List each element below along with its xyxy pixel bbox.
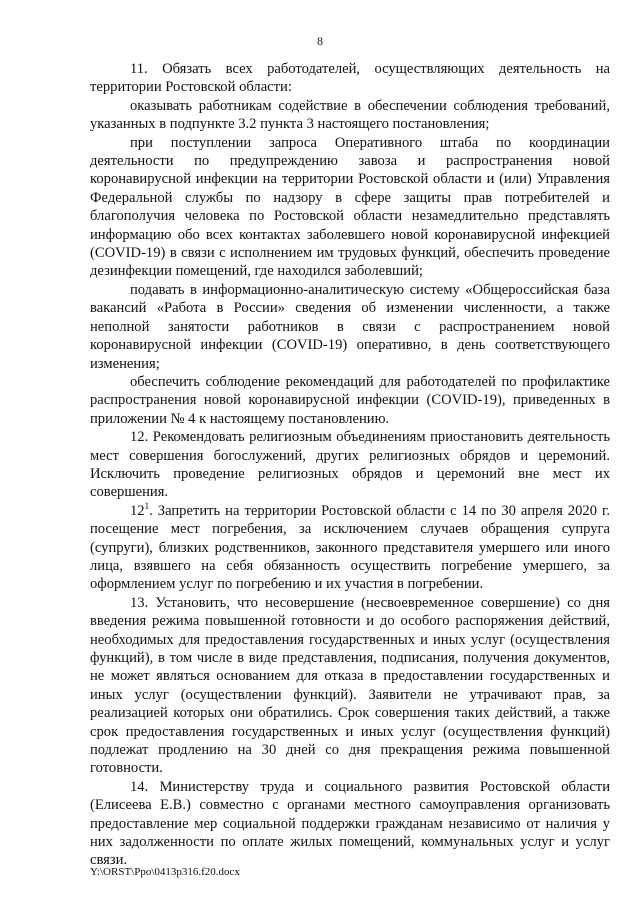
- paragraph-11-item-1: оказывать работникам содействие в обеспечении соблюдения требований, указанных в подпункте 3.2 пункта 3 настоящего постановления;: [90, 97, 610, 133]
- paragraph-11-item-2: при поступлении запроса Оперативного штаба по координации деятельности по предупреждению завоза и распространения новой коронавирусной инфекции на территории Ростовской области и (или) Управления Федеральной службы по надзору в сфере защиты прав потребителей и благополучия человека по Ростовской области незамедлительно представлять информацию обо всех контактах заболевшего новой коронавирусной инфекцией (COVID-19) в связи с исполнением им трудовых функций, обеспечить проведение дезинфекции помещений, где находился заболевший;: [90, 134, 610, 280]
- paragraph-number: 12: [130, 502, 145, 519]
- paragraph-11-item-3: подавать в информационно-аналитическую систему «Общероссийская база вакансий «Работа в России» сведения об изменении численности, а также неполной занятости работников в связи с распространением новой коронавирусной инфекции (COVID-19) оперативно, в день соответствующего изменения;: [90, 281, 610, 372]
- paragraph-11-item-4: обеспечить соблюдение рекомендаций для работодателей по профилактике распространения новой коронавирусной инфекции (COVID-19), приведенных в приложении № 4 к настоящему постановлению.: [90, 373, 610, 427]
- paragraph-13: 13. Установить, что несовершение (несвоевременное совершение) со дня введения режима повышенной готовности и до особого распоряжения действий, необходимых для предоставления государственных и иных услуг (осуществления функций), в том числе в виде представления, подписания, получения документов, не может являться основанием для отказа в предоставлении государственных и иных услуг (осуществлении функций). Заявители не утрачивают прав, за реализацией которых они обратились. Срок совершения таких действий, а также срок предоставления государственных и иных услуг (осуществления функций) подлежат продлению на 30 дней со дня прекращения режима повышенной готовности.: [90, 594, 610, 777]
- footer-file-path: Y:\ORST\Ppo\0413p316.f20.docx: [90, 866, 240, 878]
- paragraph-11: 11. Обязать всех работодателей, осуществляющих деятельность на территории Ростовской области:: [90, 61, 610, 96]
- paragraph-14: 14. Министерству труда и социального развития Ростовской области (Елисеева Е.В.) совместно с органами местного самоуправления организовать предоставление мер социальной поддержки гражданам независимо от наличия у них задолженности по оплате жилых помещений, коммунальных услуг и услуг связи.: [90, 778, 610, 869]
- paragraph-text: . Запретить на территории Ростовской области с 14 по 30 апреля 2020 г. посещение мест погребения, за исключением случаев обращения супруга (супруги), близких родственников, законного представителя умершего или иного лица, взявшего на себя обязанность осуществить погребение умершего, за оформлением услуг по погребению и их участия в погребении.: [90, 502, 610, 593]
- paragraph-12-1: [90, 502, 610, 594]
- paragraph-superscript: 1: [144, 500, 150, 511]
- page-number: 8: [317, 34, 323, 48]
- document-body: [90, 60, 610, 870]
- paragraph-12: 12. Рекомендовать религиозным объединениям приостановить деятельность мест совершения богослужений, других религиозных обрядов и церемоний. Исключить проведение религиозных обрядов и церемоний вне мест их совершения.: [90, 429, 610, 501]
